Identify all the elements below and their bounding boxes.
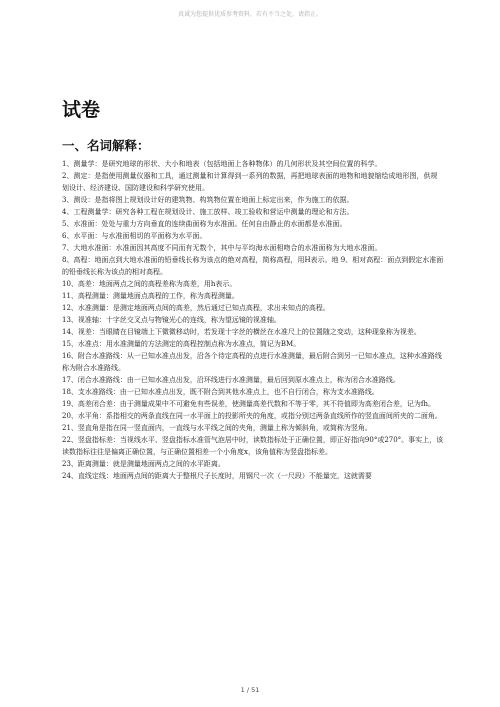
definition-entry: 13、视准轴：十字丝交叉点与物镜光心的连线，称为望远镜的视准轴。: [62, 316, 281, 324]
document-title: 试卷: [62, 99, 101, 121]
page-number: 1 / 51: [240, 686, 260, 694]
definition-entry: 2、测定：是指使用测量仪器和工具，通过测量和计算得到一系列的数据，再把地球表面的地物和地貌缩绘成地形图，供规划设计、经济建设、国防建设和科学研究使用。: [62, 172, 438, 192]
definition-entry: 6、水平面：与水准面相切的平面称为水平面。: [62, 232, 207, 240]
definition-entry: 23、距离测量：就是测量地面两点之间的水平距离。: [62, 460, 225, 468]
definition-entry: 8、高程：地面点到大地水准面的铅垂线长称为该点的绝对高程，简称高程，用H表示。地 9、相对高程：面点到假定水准面的铅垂线长称为该点的相对高程。: [62, 256, 444, 276]
definition-entry: 10、高差：地面两点之间的高程差称为高差，用h表示。: [62, 280, 237, 288]
definition-entry: 24、直线定线：地面两点间的距离大于整根尺子长度时，用钢尺一次（一尺段）不能量完，这就需要: [62, 472, 372, 480]
definition-entry: 1、测量学：是研究地球的形状、大小和地表（包括地面上各种物体）的几何形状及其空间位置的科学。: [62, 160, 382, 168]
definition-entry: 20、水平角：系指相交的两条直线在同一水平面上的投影所夹的角度，或指分别过两条直线所作的竖直面间所夹的二面角。: [62, 412, 442, 420]
definition-list: [62, 158, 444, 482]
definition-entry: 19、高差闭合差：由于测量成果中不可避免有些误差，使测量高差代数和不等于零，其不符值即为高差闭合差，记为fh。: [62, 400, 436, 408]
definition-entry: 7、大地水准面：水准面因其高度不同而有无数个，其中与平均海水面相吻合的水准面称为大地水准面。: [62, 244, 382, 252]
definition-entry: 12、水准测量：是测定地面两点间的高差，然后通过已知点高程，求出未知点的高程。: [62, 304, 330, 312]
definition-entry: 3、测设：是指将图上规划设计好的建筑物、构筑物位置在地面上标定出来，作为施工的依据。: [62, 196, 354, 204]
section-heading: 一、名词解释：: [62, 138, 150, 153]
definition-entry: 16、附合水准路线：从一已知水准点出发，沿各个待定高程的点进行水准测量，最后附合到另一已知水准点，这种水准路线称为附合水准路线。: [62, 352, 442, 372]
definition-entry: 22、竖盘指标差：当视线水平、竖盘指标水准管气泡居中时，读数指标处于正确位置，即正好指向90°或270°。事实上，该读数指标往往是偏离正确位置，与正确位置相差一个小角度x，该角值称为竖盘指标差。: [62, 436, 444, 456]
definition-entry: 15、水准点：用水准测量的方法测定的高程控制点称为水准点，简记为BM。: [62, 340, 301, 348]
definition-entry: 14、视差：当眼睛在目镜端上下微微移动时，若发现十字丝的横丝在水准尺上的位置随之变动，这种现象称为视差。: [62, 328, 421, 336]
definition-entry: 4、工程测量学：研究各种工程在规划设计、施工放样、竣工验收和营运中测量的理论和方法。: [62, 208, 354, 216]
definition-entry: 21、竖直角是指在同一竖直面内，一直线与水平线之间的夹角，测量上称为倾斜角，或简称为竖角。: [62, 424, 372, 432]
header-note: 真诚为您提供优质参考资料，若有不当之处，请指正。: [177, 11, 322, 18]
definition-entry: 5、水准面：处处与重力方向垂直的连续曲面称为水准面。任何自由静止的水面都是水准面。: [62, 220, 347, 228]
definition-entry: 11、高程测量：测量地面点高程的工作，称为高程测量。: [62, 292, 239, 300]
definition-entry: 17、闭合水准路线：由一已知水准点出发，沿环线进行水准测量，最后回到原水准点上，称为闭合水准路线。: [62, 376, 400, 384]
definition-entry: 18、支水准路线：由一已知水准点出发，既不附合到其他水准点上，也不自行闭合，称为支水准路线。: [62, 388, 379, 396]
